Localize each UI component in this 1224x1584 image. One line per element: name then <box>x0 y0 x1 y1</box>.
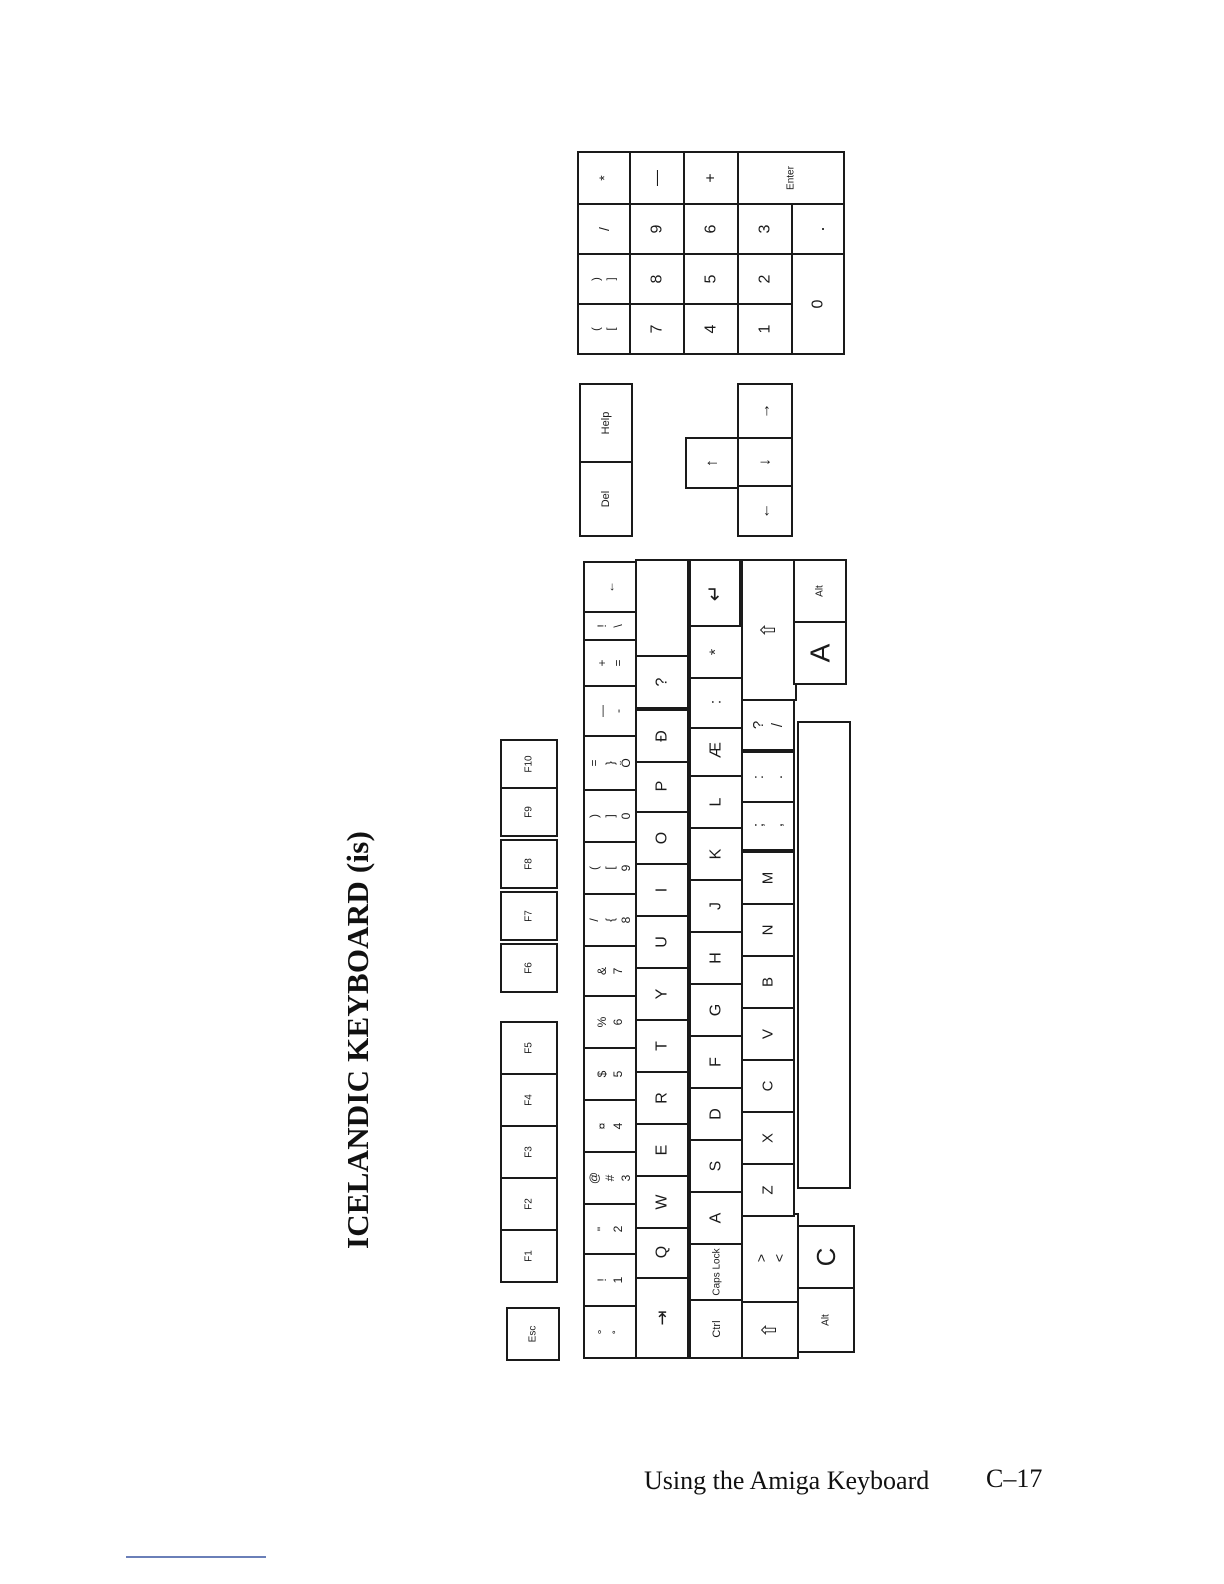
bottom-rule <box>126 1556 266 1558</box>
key-kp-1-r3-label: 5 <box>702 274 720 284</box>
key-amiga-left-label: C <box>811 1247 841 1267</box>
key-f2-label: F2 <box>523 1198 535 1210</box>
key-number-2-label: " <box>595 1226 609 1232</box>
key-help <box>580 384 632 462</box>
key-bottom-3-label: V <box>759 1028 777 1040</box>
key-number-1 <box>584 1254 636 1306</box>
key-home-7 <box>690 828 742 880</box>
key-number-0 <box>584 1306 636 1358</box>
key-kp-0 <box>792 254 844 354</box>
key-del <box>580 462 632 536</box>
key-number-15-label: ← <box>603 581 617 593</box>
key-number-12 <box>584 686 636 736</box>
key-number-7-label: 7 <box>611 967 625 975</box>
key-number-6-label: 6 <box>611 1018 625 1026</box>
key-alt-right-label: Alt <box>814 585 826 597</box>
key-amiga-right-label: A <box>804 643 836 663</box>
key-bottom-2 <box>742 1060 794 1112</box>
key-number-8-label: 8 <box>619 916 633 924</box>
key-f9 <box>501 788 557 836</box>
key-home-4-label: G <box>707 1003 725 1017</box>
key-kp-0-r2 <box>630 304 684 354</box>
key-kp-slash-label: / <box>596 227 612 231</box>
key-number-8-label: / <box>587 918 601 922</box>
key-ctrl-label: Ctrl <box>711 1320 723 1338</box>
key-top-O-label: O <box>653 831 671 845</box>
key-number-9 <box>584 842 636 894</box>
key-home-6-label: J <box>707 902 725 910</box>
key-number-13 <box>584 640 636 686</box>
key-number-8 <box>584 894 636 946</box>
key-esc <box>507 1308 559 1360</box>
key-kp-3-r2 <box>630 152 684 204</box>
key-home-1 <box>690 1140 742 1192</box>
key-number-5-label: 5 <box>611 1070 625 1078</box>
key-home-6 <box>690 880 742 932</box>
key-kp-2-r3 <box>684 204 738 254</box>
key-number-1-label: 1 <box>611 1276 625 1284</box>
key-top-O <box>636 812 688 864</box>
key-number-4 <box>584 1100 636 1152</box>
key-home-11-label: * <box>707 648 725 656</box>
key-shift-left <box>742 1302 798 1358</box>
key-home-3 <box>690 1036 742 1088</box>
key-bottom-8-label: . <box>769 774 786 780</box>
key-bottom-7 <box>742 800 794 850</box>
key-f10-label: F10 <box>523 755 535 773</box>
key-kp-paren-open <box>578 304 630 354</box>
key-f10 <box>501 740 557 788</box>
key-bottom-8-label: : <box>750 774 767 780</box>
key-kp-0-r3-label: 4 <box>702 324 720 334</box>
key-home-11 <box>690 626 742 678</box>
key-number-11-label: = <box>587 759 601 767</box>
key-kp-2-r3-label: 6 <box>702 224 720 234</box>
key-arrow-right-label: → <box>756 403 774 419</box>
key-tab <box>636 1278 688 1358</box>
key-home-7-label: K <box>707 848 725 860</box>
key-alt-right <box>794 560 846 622</box>
key-f8-label: F8 <box>523 858 535 870</box>
key-kp-0-r4 <box>738 304 792 354</box>
key-home-0-label: A <box>707 1212 725 1224</box>
key-kp-0-r3 <box>684 304 738 354</box>
key-number-10-label: 0 <box>619 812 633 820</box>
key-bottom-2-label: C <box>759 1080 777 1092</box>
key-amiga-right <box>794 622 846 684</box>
key-number-1-label: ! <box>595 1278 609 1282</box>
key-return-label: ↵ <box>704 584 726 602</box>
key-top-W-label: W <box>653 1194 671 1210</box>
key-kp-dot <box>792 204 844 254</box>
key-bottom-0 <box>742 1164 794 1216</box>
key-bottom-5 <box>742 904 794 956</box>
key-home-9 <box>690 724 742 776</box>
key-number-0-label: ˚ <box>611 1330 625 1334</box>
key-number-3-label: 3 <box>619 1174 633 1182</box>
key-caps-lock <box>690 1244 744 1300</box>
key-number-3-label: @ <box>587 1171 601 1185</box>
key-f5 <box>501 1022 557 1074</box>
key-f6 <box>501 944 557 992</box>
key-kp-1-r4 <box>738 254 792 304</box>
key-number-9-label: [ <box>603 866 617 870</box>
key-kp-1-r2-label: 8 <box>648 274 666 284</box>
key-number-12-label: — <box>595 705 609 717</box>
key-top-Y <box>636 968 688 1020</box>
key-number-5 <box>584 1048 636 1100</box>
key-number-10-label: ) <box>587 814 601 818</box>
key-kp-0-r2-label: 7 <box>648 324 666 334</box>
key-number-3-label: # <box>603 1174 617 1182</box>
key-help-label: Help <box>600 411 612 435</box>
key-top-U <box>636 916 688 968</box>
key-kp-3-r3 <box>684 152 738 204</box>
key-kp-2-r2 <box>630 204 684 254</box>
key-bottom-7-label: , <box>769 822 786 828</box>
key-number-6 <box>584 996 636 1048</box>
key-number-13-label: + <box>595 659 609 667</box>
key-number-13-label: = <box>611 659 625 667</box>
key-f4-label: F4 <box>523 1094 535 1106</box>
key-space <box>798 722 850 1188</box>
key-kp-paren-close-label: ] <box>605 277 618 281</box>
key-top-U-label: U <box>653 936 671 948</box>
key-number-4-label: ¤ <box>595 1122 609 1130</box>
key-number-11-label: } <box>603 760 617 766</box>
key-top-W <box>636 1176 688 1228</box>
key-number-2 <box>584 1204 636 1254</box>
key-home-2 <box>690 1088 742 1140</box>
key-tab-label: ⇥ <box>652 1310 672 1326</box>
key-top-T-label: T <box>653 1041 671 1051</box>
key-bottom-9 <box>742 700 794 750</box>
key-kp-3-r3-label: + <box>702 173 720 183</box>
key-kp-slash <box>578 204 630 254</box>
key-kp-paren-close-label: ) <box>590 277 603 281</box>
key-top-E-label: E <box>653 1144 671 1156</box>
page-title: ICELANDIC KEYBOARD (is) <box>340 831 375 1249</box>
key-arrow-up <box>686 438 738 488</box>
key-arrow-up-label: ↑ <box>703 459 721 467</box>
key-f6-label: F6 <box>523 962 535 974</box>
key-return <box>690 560 740 626</box>
key-kp-1-r2 <box>630 254 684 304</box>
key-kp-1-r4-label: 2 <box>756 274 774 284</box>
key-bottom-0-label: Z <box>759 1185 777 1195</box>
key-ctrl <box>690 1300 744 1358</box>
key-bottom-5-label: N <box>759 924 777 936</box>
key-number-14-label: ! <box>595 624 609 628</box>
key-alt-left-label: Alt <box>820 1314 832 1326</box>
key-kp-2-r2-label: 9 <box>648 224 666 234</box>
key-f9-label: F9 <box>523 806 535 818</box>
key-arrow-down <box>738 438 792 486</box>
key-top-Y-label: Y <box>653 988 671 1000</box>
key-bottom-4 <box>742 956 794 1008</box>
key-home-4 <box>690 984 742 1036</box>
key-kp-1-r3 <box>684 254 738 304</box>
key-amiga-left <box>798 1226 854 1288</box>
key-top-I-label: I <box>653 887 671 893</box>
key-top-T <box>636 1020 688 1072</box>
key-kp-dot-label: . <box>808 226 828 232</box>
key-bottom-4-label: B <box>759 976 777 988</box>
footer-page-number: C–17 <box>986 1464 1043 1493</box>
key-top-Ð-label: Ð <box>653 730 671 742</box>
key-number-14 <box>584 612 636 640</box>
key-kp-star-label: * <box>596 175 612 181</box>
key-less-greater-label: < <box>771 1253 787 1263</box>
key-bottom-1-label: X <box>759 1132 777 1144</box>
key-number-14-label: \ <box>611 624 625 628</box>
key-f3-label: F3 <box>523 1146 535 1158</box>
key-kp-paren-open-label: [ <box>605 327 618 331</box>
key-number-11-label: Ö <box>619 758 633 768</box>
key-home-8 <box>690 776 742 828</box>
key-less-greater <box>742 1214 798 1302</box>
key-home-8-label: L <box>707 797 725 807</box>
key-shift-right-label: ⇧ <box>758 621 780 639</box>
key-number-2-label: 2 <box>611 1225 625 1233</box>
key-f7-label: F7 <box>523 910 535 922</box>
key-f4 <box>501 1074 557 1126</box>
key-top-P-label: P <box>653 780 671 792</box>
key-number-0-label: ° <box>595 1329 609 1335</box>
key-f8 <box>501 840 557 888</box>
key-f1 <box>501 1230 557 1282</box>
key-home-10 <box>690 676 742 728</box>
key-bottom-6 <box>742 852 794 904</box>
key-number-3 <box>584 1152 636 1204</box>
footer-section-title: Using the Amiga Keyboard <box>644 1466 930 1495</box>
key-number-8-label: { <box>603 917 617 923</box>
key-kp-0-r4-label: 1 <box>756 324 774 334</box>
key-number-9-label: ( <box>587 866 601 870</box>
key-number-7-label: & <box>595 966 609 976</box>
key-top-R <box>636 1072 688 1124</box>
key-top-P <box>636 760 688 812</box>
key-home-10-label: : <box>707 699 725 705</box>
key-f7 <box>501 892 557 940</box>
key-top-? <box>636 656 688 708</box>
key-number-7 <box>584 946 636 996</box>
key-del-label: Del <box>600 490 612 508</box>
key-home-5 <box>690 932 742 984</box>
key-bottom-7-label: ; <box>750 822 767 828</box>
key-kp-0-label: 0 <box>809 299 827 309</box>
key-top-I <box>636 864 688 916</box>
key-bottom-9-label: ? <box>750 720 767 730</box>
key-caps-lock-label: Caps Lock <box>711 1248 723 1296</box>
key-arrow-down-label: ↓ <box>756 458 774 466</box>
key-number-12-label: - <box>611 709 625 713</box>
key-kp-enter-label: Enter <box>785 166 797 190</box>
key-home-2-label: D <box>707 1108 725 1120</box>
key-arrow-left <box>738 486 792 536</box>
key-top-Ð <box>636 710 688 762</box>
key-arrow-right <box>738 384 792 438</box>
key-less-greater-label: > <box>753 1253 769 1263</box>
key-kp-star <box>578 152 630 204</box>
key-arrow-left-label: ← <box>756 503 774 519</box>
key-shift-left-label: ⇧ <box>759 1321 781 1339</box>
key-top-Q-label: Q <box>653 1245 671 1259</box>
key-number-5-label: $ <box>595 1070 609 1078</box>
key-home-1-label: S <box>707 1160 725 1172</box>
key-f3 <box>501 1126 557 1178</box>
key-home-5-label: H <box>707 952 725 964</box>
key-home-3-label: F <box>707 1057 725 1067</box>
key-number-10-label: ] <box>603 814 617 818</box>
key-top-R-label: R <box>653 1092 671 1104</box>
key-number-4-label: 4 <box>611 1122 625 1130</box>
key-bottom-8 <box>742 752 794 802</box>
key-bottom-9-label: / <box>769 722 786 728</box>
key-kp-2-r4-label: 3 <box>756 224 774 234</box>
key-home-9-label: Æ <box>707 742 725 758</box>
key-kp-enter <box>738 152 844 204</box>
key-f2 <box>501 1178 557 1230</box>
key-kp-2-r4 <box>738 204 792 254</box>
key-kp-paren-open-label: ( <box>590 327 603 331</box>
key-esc-label: Esc <box>527 1325 539 1343</box>
key-number-15 <box>584 562 636 612</box>
key-top-?-label: ? <box>653 677 671 687</box>
key-top-E <box>636 1124 688 1176</box>
key-bottom-1 <box>742 1112 794 1164</box>
key-number-11 <box>584 736 636 790</box>
key-f1-label: F1 <box>523 1250 535 1262</box>
key-alt-left <box>798 1288 854 1352</box>
key-kp-3-r2-label: — <box>648 170 666 186</box>
key-number-6-label: % <box>595 1016 609 1028</box>
key-f5-label: F5 <box>523 1042 535 1054</box>
key-number-9-label: 9 <box>619 864 633 872</box>
key-return-upper <box>636 560 688 656</box>
key-top-Q <box>636 1226 688 1278</box>
key-number-10 <box>584 790 636 842</box>
key-home-0 <box>690 1192 742 1244</box>
key-bottom-6-label: M <box>759 871 777 885</box>
key-bottom-3 <box>742 1008 794 1060</box>
key-shift-right <box>742 560 796 700</box>
key-kp-paren-close <box>578 254 630 304</box>
